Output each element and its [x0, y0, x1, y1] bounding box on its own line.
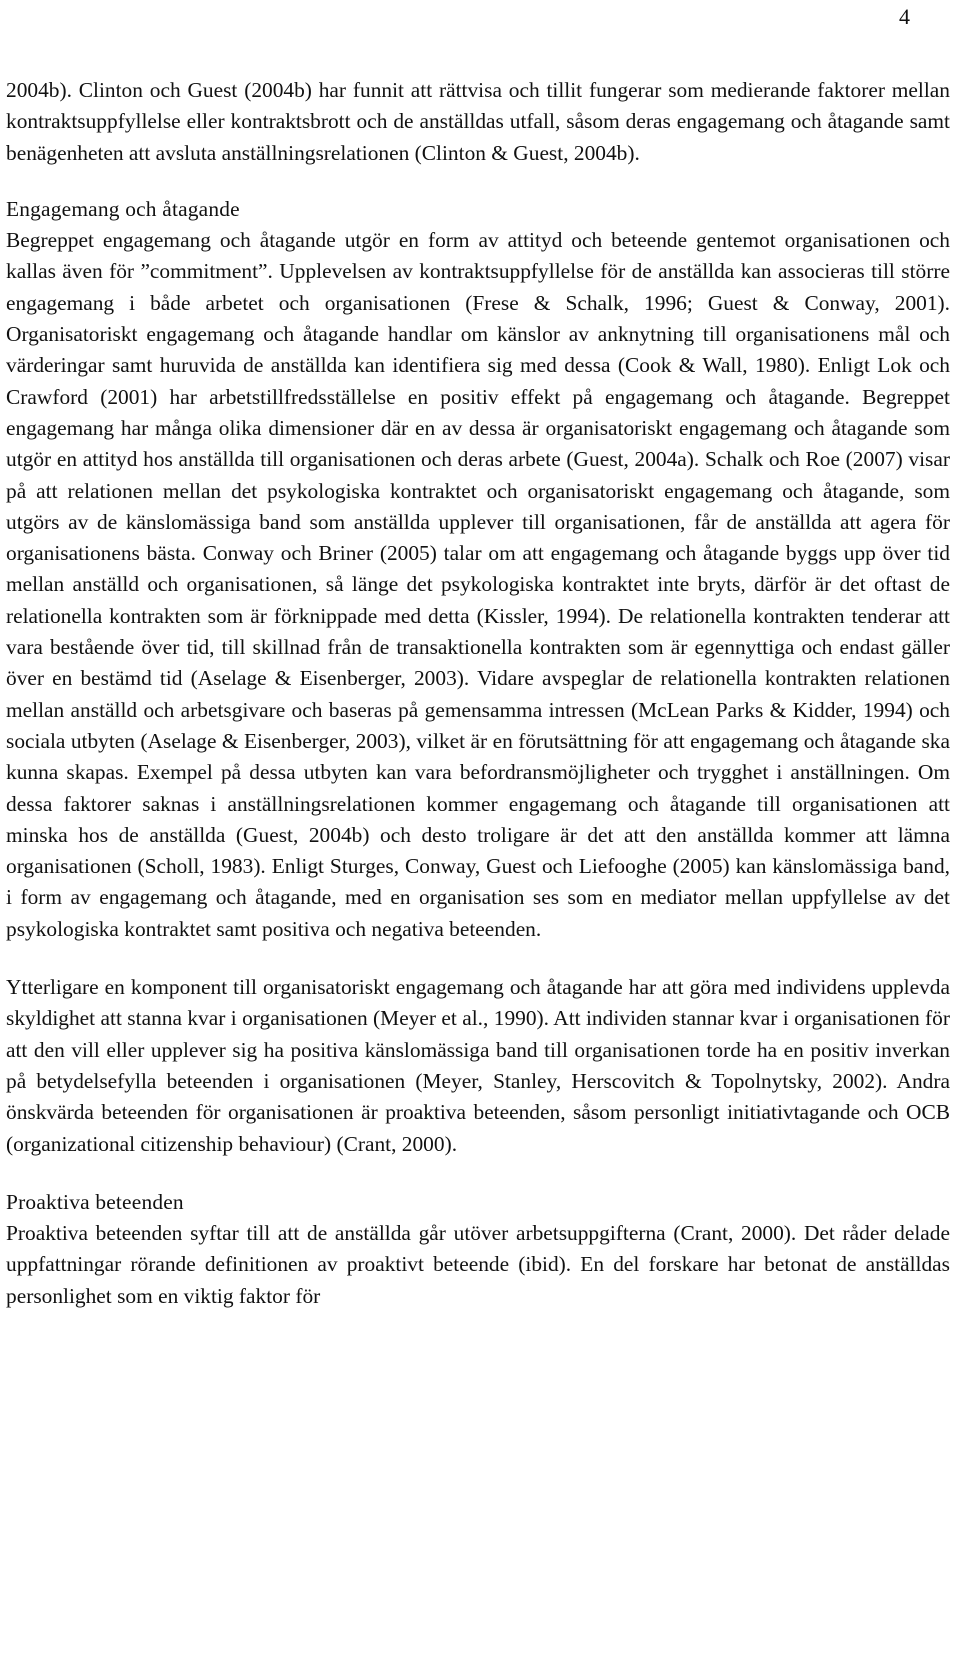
paragraph-gap	[6, 1160, 950, 1187]
paragraph-engagemang: Begreppet engagemang och åtagande utgör en form av attityd och beteende gentemot organisationen och kallas även för ”commitment”. Upplevelsen av kontraktsuppfyllelse för de anställda kan associeras till större engagemang i både arbetet och organisationen (Frese & Schalk, 1996; Guest & Conway, 2001). Organisatoriskt engagemang och åtagande handlar om känslor av anknytning till organisationens mål och värderingar samt huruvida de anställda kan identifiera sig med dessa (Cook & Wall, 1980). Enligt Lok och Crawford (2001) har arbetstillfredsställelse en positiv effekt på engagemang och åtagande. Begreppet engagemang har många olika dimensioner där en av dessa är organisatoriskt engagemang och åtagande som utgör en attityd hos anställda till organisationen och deras arbete (Guest, 2004a). Schalk och Roe (2007) visar på att relationen mellan det psykologiska kontraktet och organisatoriskt engagemang och åtagande, som utgörs av de känslomässiga band som anställda upplever till organisationen, får de anställda att agera för organisationens bästa. Conway och Briner (2005) talar om att engagemang och åtagande byggs upp över tid mellan anställd och organisationen, så länge det psykologiska kontraktet inte bryts, därför är det oftast de relationella kontrakten som är förknippade med detta (Kissler, 1994). De relationella kontrakten tenderar att vara bestående över tid, till skillnad från de transaktionella kontrakten som är egennyttiga och endast gäller över en bestämd tid (Aselage & Eisenberger, 2003). Vidare avspeglar de relationella kontrakten relationen mellan anställd och arbetsgivare och baseras på gemensamma intressen (McLean Parks & Kidder, 1994) och sociala utbyten (Aselage & Eisenberger, 2003), vilket är en förutsättning för att engagemang och åtagande ska kunna skapas. Exempel på dessa utbyten kan vara befordransmöjligheter och trygghet i anställningen. Om dessa faktorer saknas i anställningsrelationen kommer engagemang och åtagande till organisationen att minska hos de anställda (Guest, 2004b) och desto troligare är det att den anställda kommer att lämna organisationen (Scholl, 1983). Enligt Sturges, Conway, Guest och Liefooghe (2005) kan känslomässiga band, i form av engagemang och åtagande, med en organisation ses som en mediator mellan uppfyllelse av det psykologiska kontraktet samt positiva och negativa beteenden.	[6, 228, 950, 941]
paragraph-intro: 2004b). Clinton och Guest (2004b) har funnit att rättvisa och tillit fungerar som medierande faktorer mellan kontraktsuppfyllelse eller kontraktsbrott och de anställdas utfall, såsom deras engagemang och åtagande samt benägenheten att avsluta anställningsrelationen (Clinton & Guest, 2004b).	[6, 78, 950, 165]
section-heading-engagemang: Engagemang och åtagande	[6, 196, 240, 221]
section-heading-proaktiva: Proaktiva beteenden	[6, 1189, 184, 1214]
paragraph-komponent: Ytterligare en komponent till organisatoriskt engagemang och åtagande har att göra med individens upplevda skyldighet att stanna kvar i organisationen (Meyer et al., 1990). Att individen stannar kvar i organisationen för att den vill eller upplever sig ha positiva känslomässiga band till organisationen torde ha en positiv inverkan på betydelsefylla beteenden i organisationen (Meyer, Stanley, Herscovitch & Topolnytsky, 2002). Andra önskvärda beteenden för organisationen är proaktiva beteenden, såsom personligt initiativtagande och OCB (organizational citizenship behaviour) (Crant, 2000).	[6, 975, 950, 1156]
paragraph-gap	[6, 169, 950, 194]
page-number: 4	[899, 4, 910, 29]
paragraph-gap	[6, 945, 950, 972]
document-body	[6, 75, 950, 1312]
paragraph-proaktiva: Proaktiva beteenden syftar till att de anställda går utöver arbetsuppgifterna (Crant, 2000). Det råder delade uppfattningar rörande definitionen av proaktivt beteende (ibid). En del forskare har betonat de anställdas personlighet som en viktig faktor för	[6, 1221, 950, 1308]
